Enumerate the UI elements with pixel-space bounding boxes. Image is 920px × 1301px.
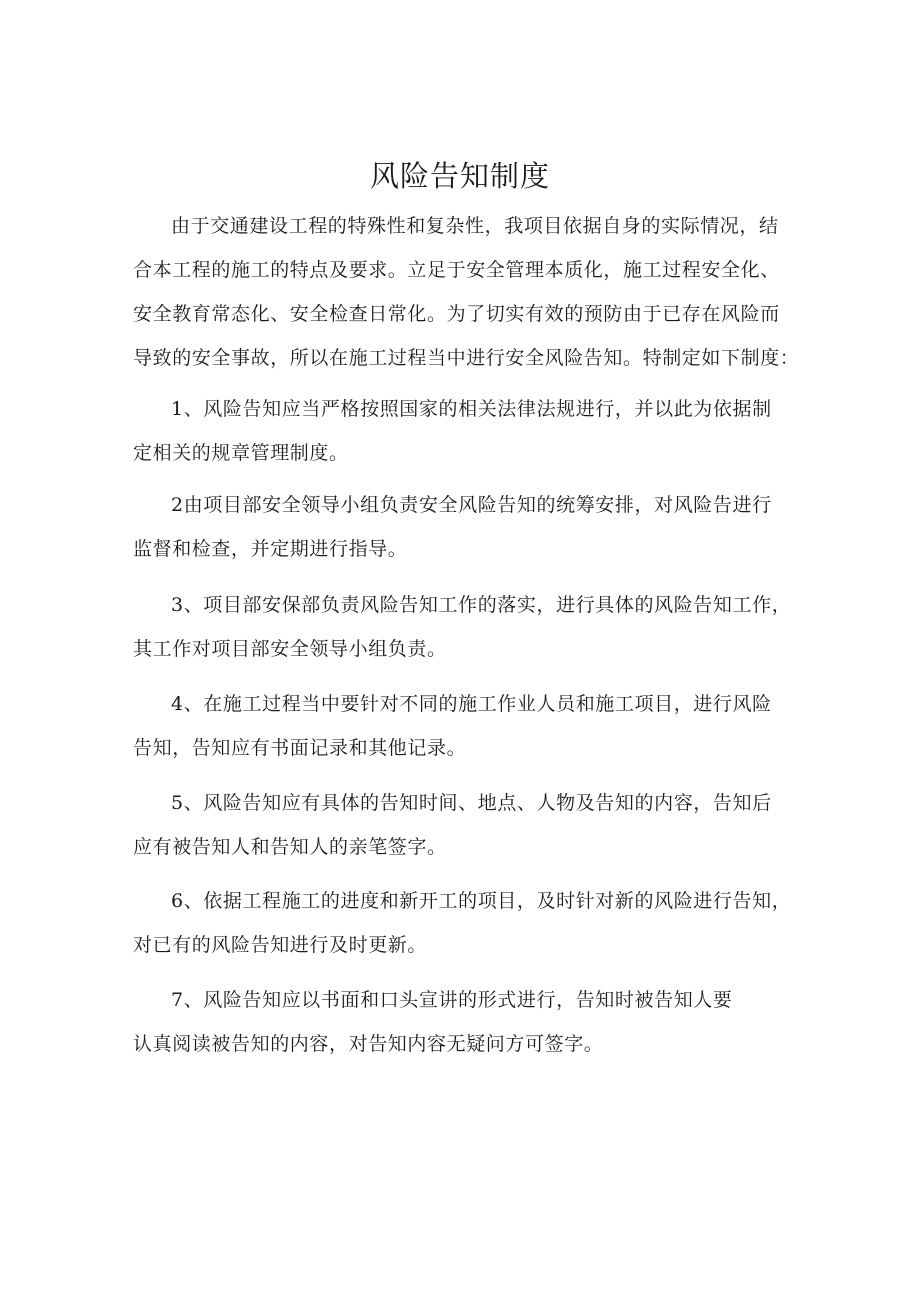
item-1-line-1: 1、风险告知应当严格按照国家的相关法律法规进行，并以此为依据制 xyxy=(171,398,772,420)
item-2-line-1: 2由项目部安全领导小组负责安全风险告知的统筹安排，对风险告进行 xyxy=(171,494,772,516)
item-7-line-1: 7、风险告知应以书面和口头宣讲的形式进行，告知时被告知人要 xyxy=(171,989,733,1011)
item-4-line-2: 告知，告知应有书面记录和其他记录。 xyxy=(133,737,467,759)
intro-line-2: 合本工程的施工的特点及要求。立足于安全管理本质化，施工过程安全化、 xyxy=(133,259,780,281)
item-3-line-2: 其工作对项目部安全领导小组负责。 xyxy=(133,638,447,660)
item-2-line-2: 监督和检查，并定期进行指导。 xyxy=(133,538,408,560)
item-6-line-2: 对已有的风险告知进行及时更新。 xyxy=(133,934,428,956)
item-6-line-1: 6、依据工程施工的进度和新开工的项目，及时针对新的风险进行告知， xyxy=(171,890,792,912)
document-title: 风险告知制度 xyxy=(369,159,550,193)
intro-line-3: 安全教育常态化、安全检查日常化。为了切实有效的预防由于已存在风险而 xyxy=(133,303,780,325)
item-4-line-1: 4、在施工过程当中要针对不同的施工作业人员和施工项目，进行风险 xyxy=(171,693,772,715)
intro-line-4: 导致的安全事故，所以在施工过程当中进行安全风险告知。特制定如下制度： xyxy=(133,347,800,369)
item-5-line-1: 5、风险告知应有具体的告知时间、地点、人物及告知的内容，告知后 xyxy=(171,792,772,814)
item-7-line-2: 认真阅读被告知的内容，对告知内容无疑问方可签字。 xyxy=(133,1033,604,1055)
item-3-line-1: 3、项目部安保部负责风险告知工作的落实，进行具体的风险告知工作， xyxy=(171,594,792,616)
item-1-line-2: 定相关的规章管理制度。 xyxy=(133,442,349,464)
intro-line-1: 由于交通建设工程的特殊性和复杂性，我项目依据自身的实际情况，结 xyxy=(171,215,779,237)
item-5-line-2: 应有被告知人和告知人的亲笔签字。 xyxy=(133,836,447,858)
